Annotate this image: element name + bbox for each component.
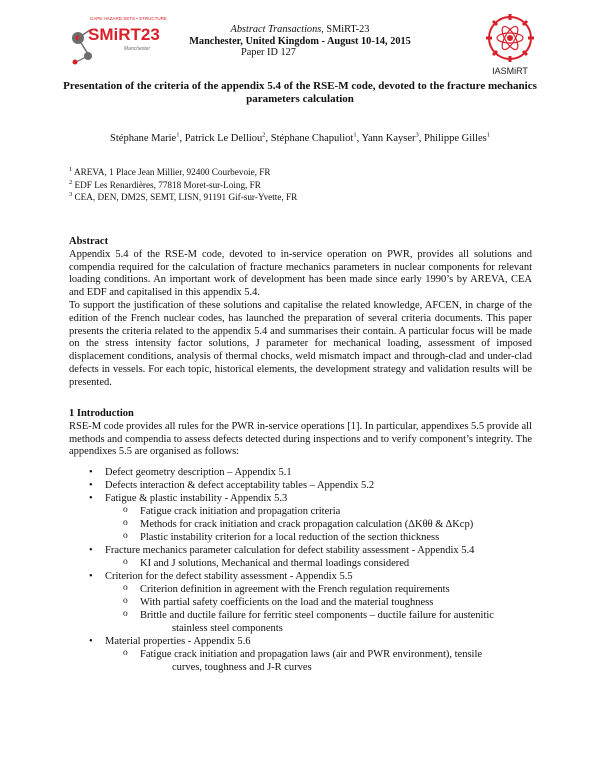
conference-location-date: Manchester, United Kingdom - August 10-14, 2015 <box>189 35 411 47</box>
iasmirt-label: IASMiRT <box>492 66 528 76</box>
sub-list-item: o Plastic instability criterion for a local reduction of the section thickness <box>105 531 539 544</box>
author: Stéphane Marie$^1$, <box>110 131 185 144</box>
sub-list-item: o Brittle and ductile failure for ferritic steel components – ductile failure for austenitic stainless steel components <box>105 609 539 635</box>
iasmirt-logo <box>476 12 544 78</box>
list-item: • Defects interaction & defect acceptability tables – Appendix 5.2 <box>89 479 539 492</box>
logo-tagline: CAPE HAZARD SETS • STRUCTURE <box>90 16 167 21</box>
abstract-heading: Abstract <box>69 236 109 247</box>
author: Yann Kayser$^3$, <box>361 131 424 144</box>
abstract-section <box>69 236 532 390</box>
journal-name: Abstract Transactions <box>230 24 322 35</box>
author: Patrick Le Delliou$^2$, <box>184 131 271 144</box>
sub-list-item: o Fatigue crack initiation and propagation criteria <box>105 505 539 518</box>
sub-list-item: o Criterion definition in agreement with the French regulation requirements <box>105 583 539 596</box>
list-item: • Defect geometry description – Appendix 5.1 <box>89 466 539 479</box>
list-item: • Fatigue & plastic instability - Appendix 5.3 o Fatigue crack initiation and propagation criteria o Methods for crack initiation and crack propagation calculation (ΔKθθ & ΔKcp) o Plastic instability criterion for a local reduction of the section thickness <box>89 492 539 544</box>
logo-wordmark: SMiRT23 <box>88 25 160 44</box>
introduction-heading: 1 Introduction <box>69 408 134 419</box>
affiliation: $^2$ EDF Les Renardières, 77818 Moret-sur-Loing, FR <box>69 178 261 190</box>
paper-title: Presentation of the criteria of the appendix 5.4 of the RSE-M code, devoted to the fracture mechanics parameters calculation <box>63 80 537 105</box>
sub-list-item: o Methods for crack initiation and crack propagation calculation (ΔKθθ & ΔKcp) <box>105 518 539 531</box>
affiliation: $^1$ AREVA, 1 Place Jean Millier, 92400 Courbevoie, FR <box>69 165 271 177</box>
sub-list-item: o With partial safety coefficients on the load and the material toughness <box>105 596 539 609</box>
author-list <box>60 133 540 144</box>
logo-city: Manchester <box>124 46 151 52</box>
abstract-paragraph: To support the justification of these solutions and capitalise the related knowledge, AFCEN, in charge of the edition of the French nuclear codes, has launched the preparation of several criteria documents. This paper presents the criteria related to the appendix 5.4 and summarises their contain. A particular focus will be made on the stress intensity factor solutions, J parameter for mechanical loading, assessment of imposed displacement conditions, analysis of thermal chocks, weld mismatch impact and through-clad and under-clad defects in vessels. For each topic, historical elements, the development strategy and validation results will be presented. <box>69 299 532 388</box>
paper-id: Paper ID 127 <box>241 47 296 58</box>
author: Philippe Gilles$^1$ <box>424 131 490 144</box>
affiliations <box>69 166 529 204</box>
list-item: • Fracture mechanics parameter calculation for defect stability assessment - Appendix 5.4 o KI and J solutions, Mechanical and thermal loadings considered <box>89 544 539 570</box>
affiliation: $^3$ CEA, DEN, DM2S, SEMT, LISN, 91191 Gif-sur-Yvette, FR <box>69 190 298 202</box>
appendix-list <box>89 466 539 674</box>
introduction-paragraph: RSE-M code provides all rules for the PWR in-service operations [1]. In particular, appendixes 5.5 provide all methods and compendia to assess defects detected during inspections and to verify component’s integrity. The appendixes 5.5 are organised as follows: <box>69 420 532 458</box>
conference-header <box>150 24 450 59</box>
sub-list-item: o Fatigue crack initiation and propagation laws (air and PWR environment), tensile curves, toughness and J-R curves <box>105 648 539 674</box>
list-item: • Criterion for the defect stability assessment - Appendix 5.5 o Criterion definition in agreement with the French regulation requirements o With partial safety coefficients on the load and the material toughness o Brittle and ductile failure for ferritic steel components – ductile failure for austenitic stainless steel components <box>89 570 539 635</box>
author: Stéphane Chapuliot$^1$, <box>270 131 362 144</box>
sub-list-item: o KI and J solutions, Mechanical and thermal loadings considered <box>105 557 539 570</box>
introduction-section <box>69 408 532 459</box>
abstract-paragraph: Appendix 5.4 of the RSE-M code, devoted to in-service operation on PWR, provides all solutions and compendia required for the calculation of fracture mechanics parameters in nuclear components for relevant loading conditions. An important work of development has been made since early 1990’s by AREVA, CEA and EDF and capitalised in this appendix 5.4. <box>69 248 532 299</box>
list-item: • Material properties - Appendix 5.6 o Fatigue crack initiation and propagation laws (air and PWR environment), tensile curves, toughness and J-R curves <box>89 635 539 674</box>
conference-name: , SMiRT-23 <box>321 24 370 35</box>
